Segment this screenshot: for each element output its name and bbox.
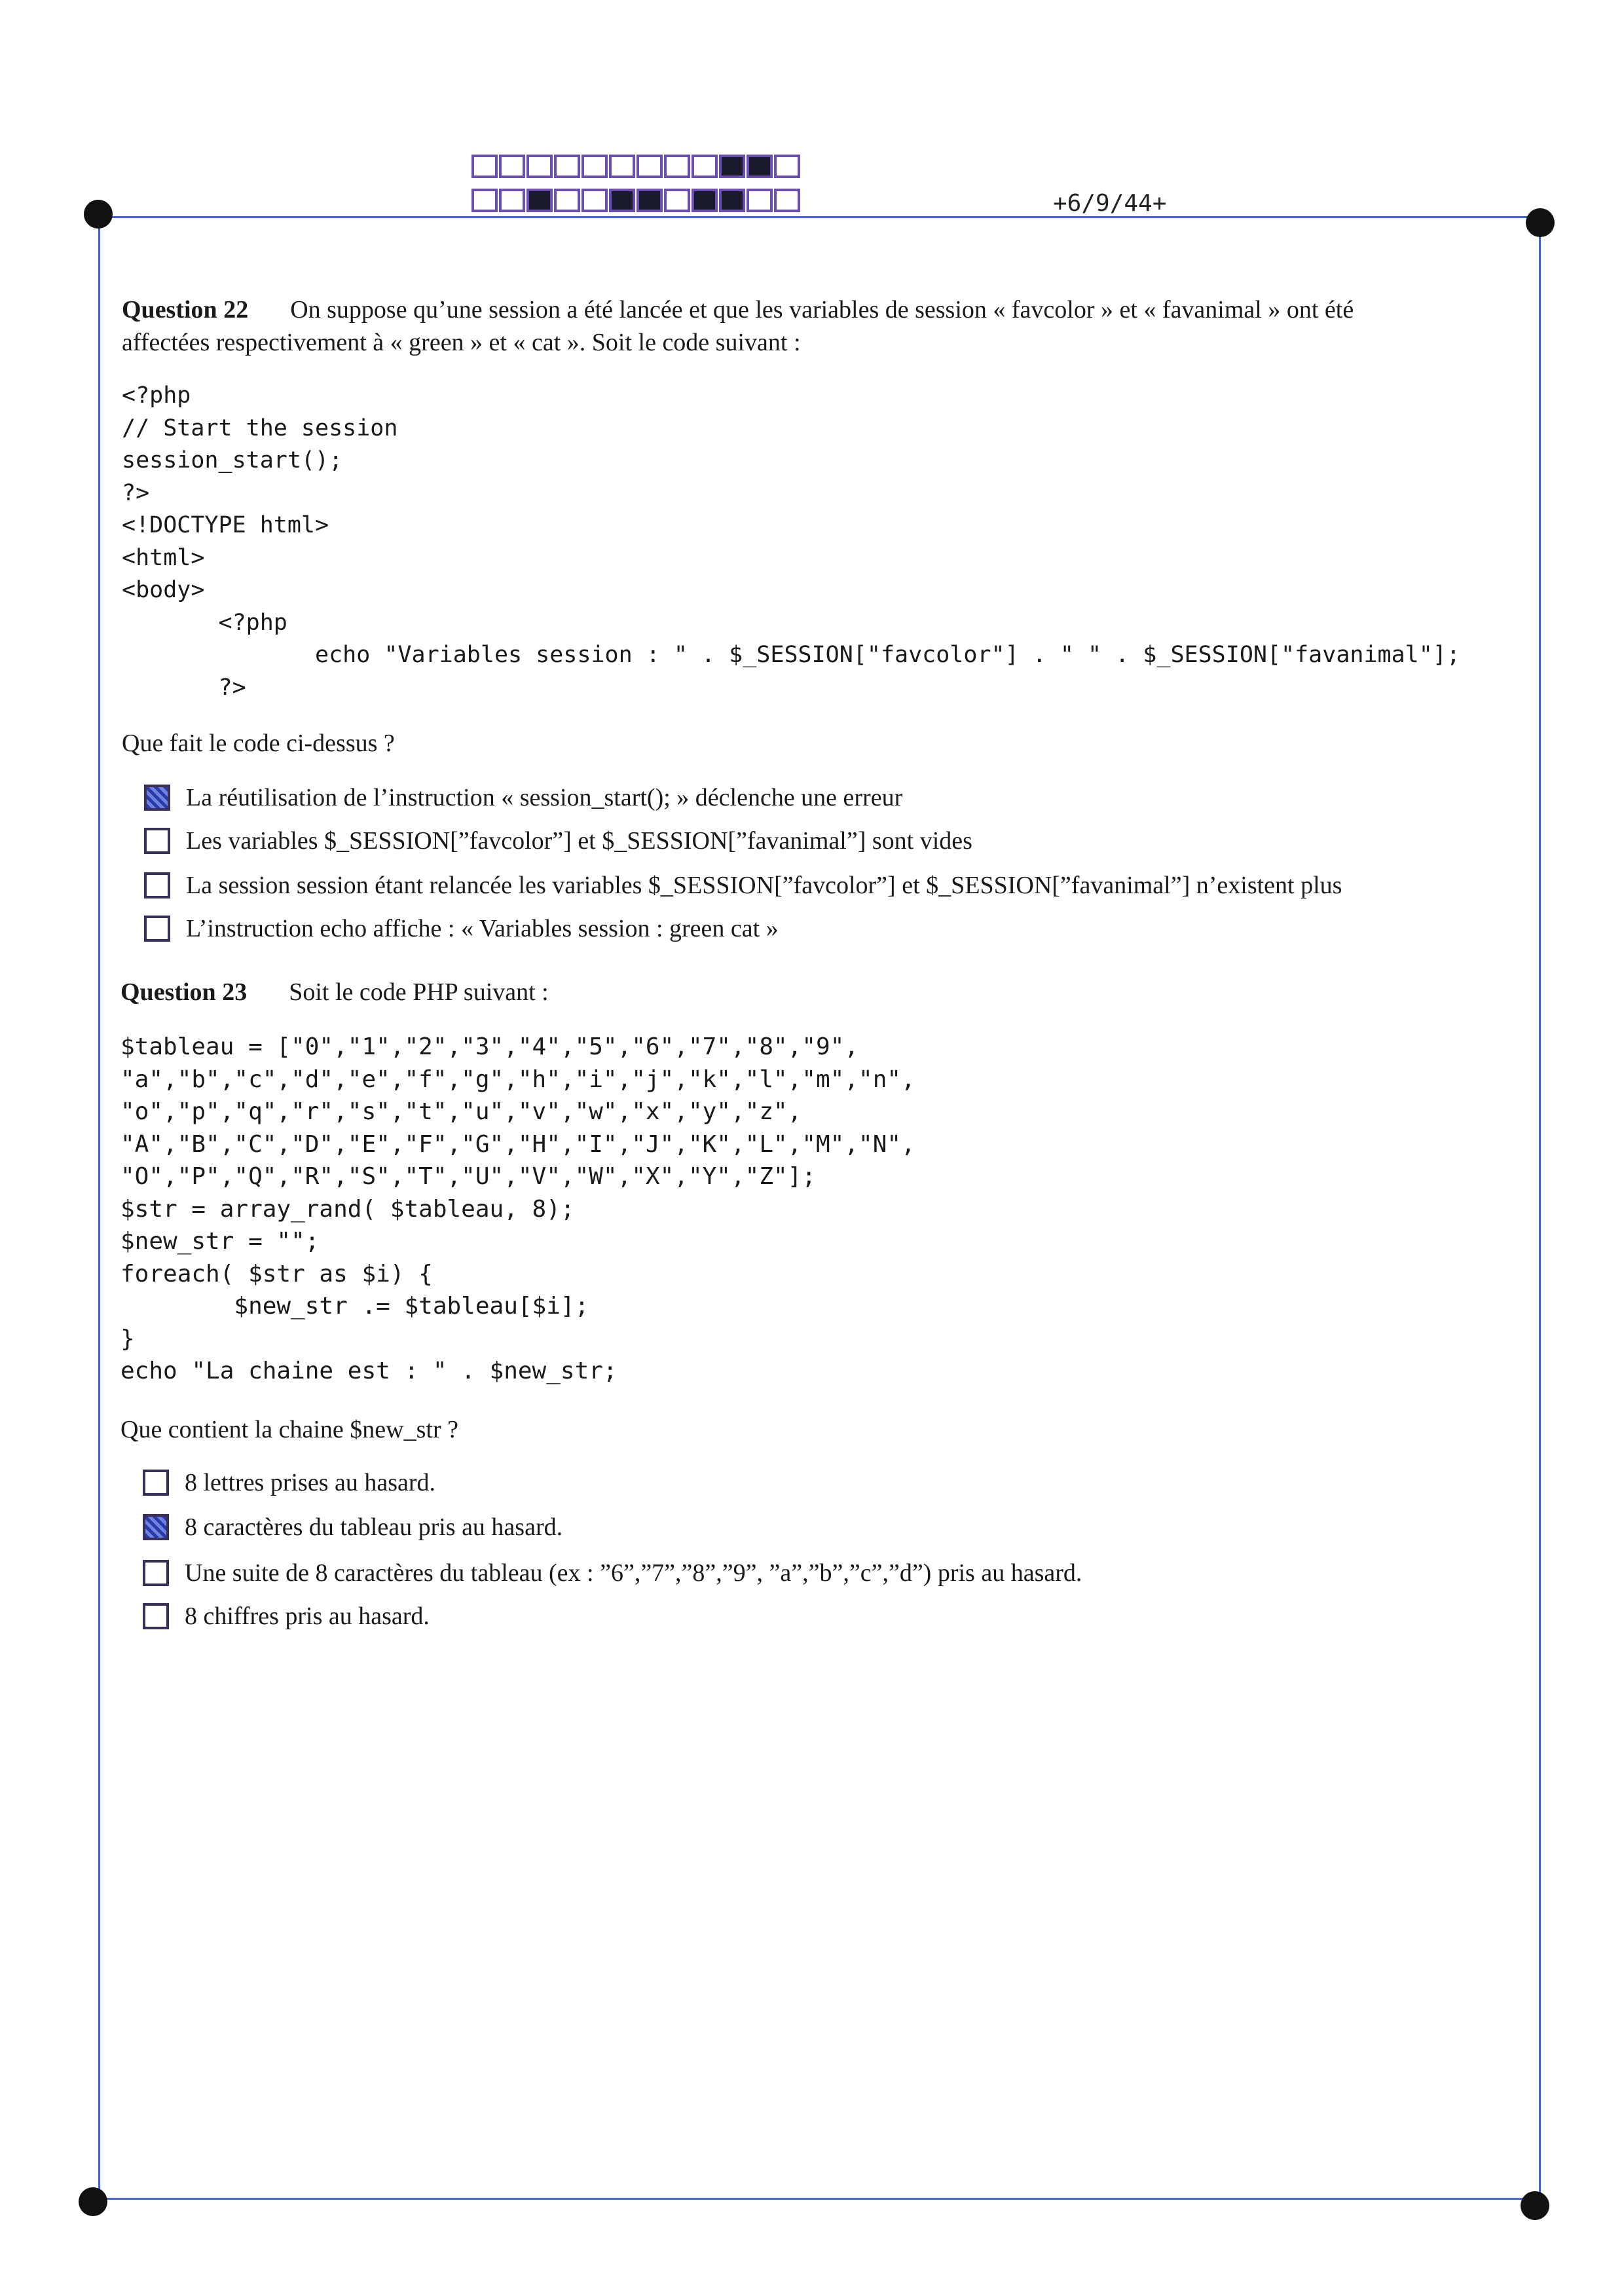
checkbox[interactable] [144,872,170,898]
code-cell [581,189,608,212]
binary-code-bar-top [471,155,802,178]
checkbox[interactable] [144,916,170,942]
question-statement: Soit le code PHP suivant : [289,978,549,1006]
option-label: La réutilisation de l’instruction « session_start(); » déclenche une erreur [186,784,903,811]
question-23-prompt: Que contient la chaine $new_str ? [120,1416,458,1443]
option-label: 8 chiffres pris au hasard. [185,1602,430,1630]
question-statement: On suppose qu’une session a été lancée et que les variables de session « favcolor » et « favanimal » ont été [290,296,1354,324]
q23-option-2[interactable] [143,1513,563,1542]
question-22-prompt: Que fait le code ci-dessus ? [122,730,395,757]
question-label: Question 22 [122,296,249,324]
page-code: +6/9/44+ [1053,190,1167,217]
code-cell [526,155,553,178]
question-22-header [122,293,1523,359]
q23-option-3[interactable] [143,1559,1082,1587]
question-23-header [120,976,1522,1009]
q22-option-1[interactable] [144,783,902,812]
q22-option-3[interactable] [144,871,1342,900]
checkbox-checked[interactable] [143,1514,169,1540]
code-cell [554,189,580,212]
q22-option-4[interactable] [144,914,779,943]
code-cell [719,189,745,212]
code-cell [499,189,525,212]
code-cell [471,155,498,178]
checkbox[interactable] [143,1560,169,1586]
code-cell [471,189,498,212]
option-label: L’instruction echo affiche : « Variables session : green cat » [186,915,779,942]
option-label: Une suite de 8 caractères du tableau (ex : ”6”,”7”,”8”,”9”, ”a”,”b”,”c”,”d”) pris au hasard. [185,1559,1082,1587]
option-label: Les variables $_SESSION[”favcolor”] et $_SESSION[”favanimal”] sont vides [186,827,972,855]
frame-left-line [98,216,100,2199]
code-cell [774,189,800,212]
code-cell [664,189,690,212]
checkbox[interactable] [144,828,170,854]
question-22-code: <?php // Start the session session_start(); ?> <!DOCTYPE html> <html> <body> <?php echo "Variables session : " . $_SESSION["favcolor"] . " " . $_SESSION["favanimal"]; ?> [122,382,1460,701]
code-cell [637,189,663,212]
frame-bottom-line [92,2198,1539,2200]
q23-option-1[interactable] [143,1468,435,1497]
option-label: La session session étant relancée les variables $_SESSION[”favcolor”] et $_SESSION[”favanimal”] n’existent plus [186,872,1342,899]
option-label: 8 lettres prises au hasard. [185,1469,436,1496]
code-cell [774,155,800,178]
code-cell [581,155,608,178]
code-cell [554,155,580,178]
code-cell [637,155,663,178]
corner-marker-top-left [84,200,113,229]
code-cell [526,189,553,212]
checkbox[interactable] [143,1470,169,1496]
checkbox[interactable] [143,1603,169,1629]
code-cell [609,155,635,178]
code-cell [719,155,745,178]
option-label: 8 caractères du tableau pris au hasard. [185,1513,563,1541]
code-cell [747,189,773,212]
corner-marker-top-right [1526,208,1555,237]
q23-option-4[interactable] [143,1602,430,1631]
code-cell [747,155,773,178]
checkbox-checked[interactable] [144,785,170,811]
frame-right-line [1539,216,1541,2199]
code-cell [609,189,635,212]
question-label: Question 23 [120,978,248,1006]
question-statement-continued: affectées respectivement à « green » et « cat ». Soit le code suivant : [122,329,801,356]
question-23-code: $tableau = ["0","1","2","3","4","5","6","7","8","9", "a","b","c","d","e","f","g","h","i","j","k","l","m","n", "o","p","q","r","s","t","u","v","w","x","y","z", "A","B","C","D","E","F","G","H","I","J","K","L","M","N", "O","P","Q","R","S","T","U","V","W","X","Y","Z"]; $str = array_rand( $tableau, 8); $new_str = ""; foreach( $str as $i) { $new_str .= $tableau[$i]; } echo "La chaine est : " . $new_str; [120,1033,915,1384]
binary-code-bar-bottom [471,189,802,212]
code-cell [664,155,690,178]
corner-marker-bottom-right [1521,2191,1549,2220]
corner-marker-bottom-left [79,2187,107,2216]
code-cell [499,155,525,178]
frame-top-line [98,216,1539,218]
code-cell [692,189,718,212]
code-cell [692,155,718,178]
q22-option-2[interactable] [144,826,972,855]
